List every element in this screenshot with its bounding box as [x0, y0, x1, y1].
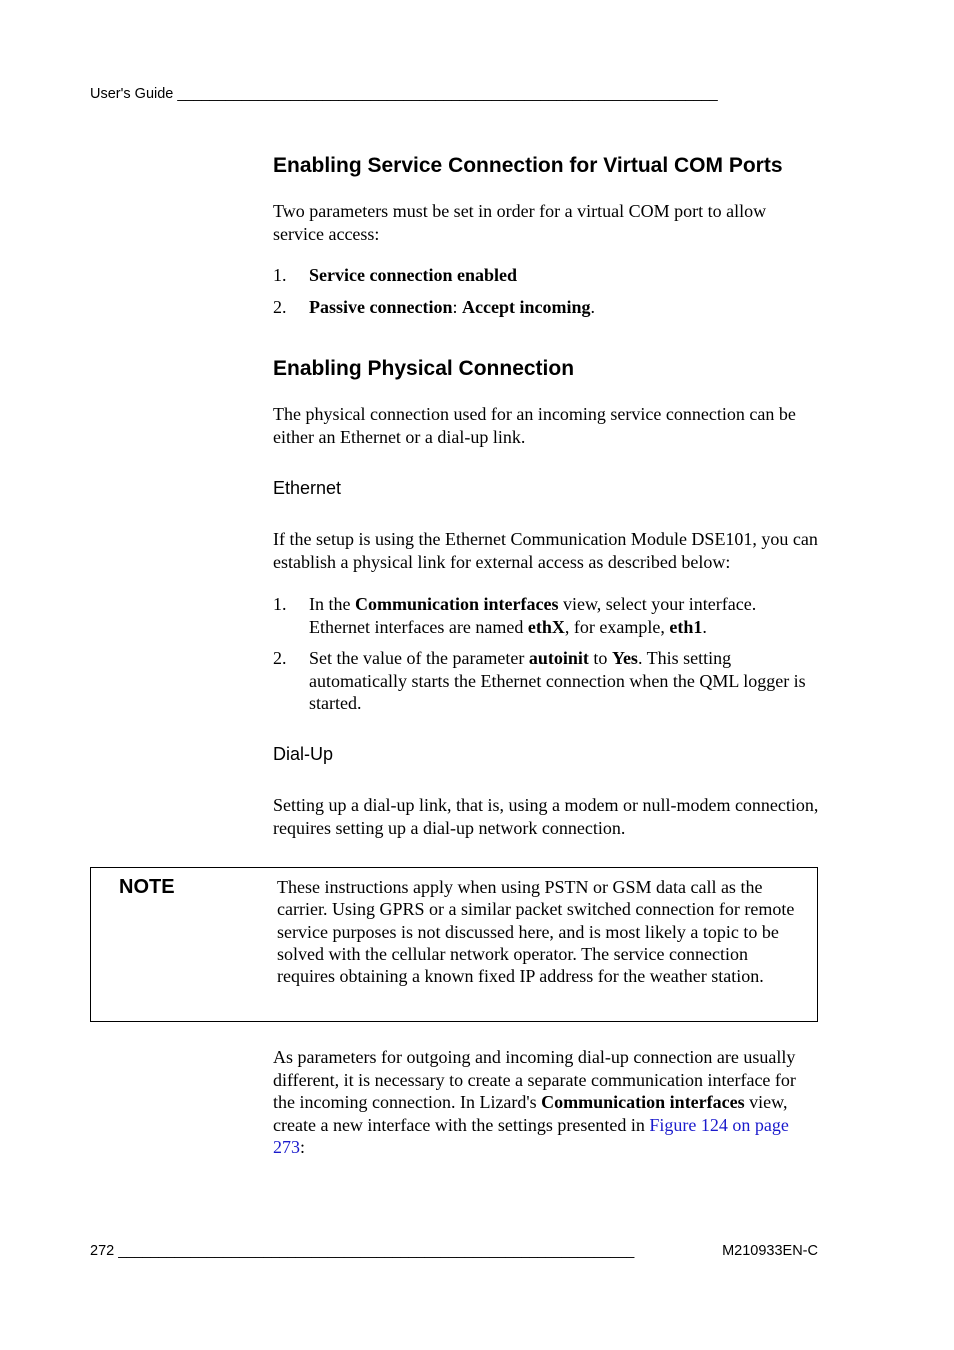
bold-term: Accept incoming — [462, 297, 591, 317]
bold-term: Service connection enabled — [309, 265, 517, 285]
dialup-intro: Setting up a dial-up link, that is, using a modem or null-modem connection, requires setting up a dial-up network connection. — [273, 795, 819, 838]
bold-term: eth1 — [669, 616, 703, 637]
section-heading-virtual-com: Enabling Service Connection for Virtual COM Ports — [273, 154, 783, 177]
subheading-dialup: Dial-Up — [273, 744, 334, 764]
page-number-rule: 272 ________________________________________________________________ — [90, 1243, 635, 1259]
list-number: 2. — [273, 297, 287, 317]
note-box — [90, 867, 818, 1022]
bold-term: Communication interfaces — [354, 594, 559, 614]
ethernet-intro: If the setup is using the Ethernet Communication Module DSE101, you can establish a physical link for external access as described below: — [273, 529, 818, 572]
subheading-ethernet: Ethernet — [273, 478, 342, 498]
note-text: These instructions apply when using PSTN or GSM data call as the carrier. Using GPRS or a similar packet switched connection for remote service purposes is not discussed here, and is most likely a topic to be solved with the cellular network operator. The service connection requires obtaining a known fixed IP address for the weather station. — [277, 877, 795, 987]
end-punct: . — [590, 297, 595, 317]
bold-term: autoinit — [528, 648, 589, 668]
section-heading-physical-connection: Enabling Physical Connection — [273, 357, 575, 380]
running-header: User's Guide ___________________________________________________________________ — [90, 86, 718, 102]
figure-link[interactable]: Figure 124 on page 273 — [273, 1114, 789, 1157]
bold-term: ethX — [527, 616, 565, 637]
section-intro-physical-connection: The physical connection used for an incoming service connection can be either an Ethernet or a dial-up link. — [273, 404, 796, 447]
list-text — [309, 264, 821, 287]
closing-paragraph: As parameters for outgoing and incoming dial-up connection are usually different, it is necessary to create a separate communication interface for the incoming connection. In Lizard's Communication interfaces view, create a new interface with the settings presented in Figure 124 on page 273: — [273, 1047, 796, 1157]
list-text — [309, 296, 821, 319]
separator: : — [452, 297, 463, 317]
running-footer — [90, 1243, 818, 1259]
note-label: NOTE — [119, 876, 175, 898]
section-intro-virtual-com: Two parameters must be set in order for a virtual COM port to allow service access: — [273, 201, 767, 244]
list-number: 1. — [273, 594, 287, 614]
list-number: 2. — [273, 648, 287, 668]
list-text: Set the value of the parameter autoinit to Yes. This setting automatically starts the Ethernet connection when the QML logger is started. — [309, 648, 806, 713]
bold-term: Communication interfaces — [541, 1092, 745, 1112]
bold-term: Yes — [611, 648, 638, 668]
list-number: 1. — [273, 265, 287, 285]
bold-term: Passive connection — [309, 297, 453, 317]
list-text: In the Communication interfaces view, select your interface. Ethernet interfaces are named ethX, for example, eth1. — [309, 594, 757, 637]
document-id: M210933EN-C — [722, 1243, 818, 1259]
